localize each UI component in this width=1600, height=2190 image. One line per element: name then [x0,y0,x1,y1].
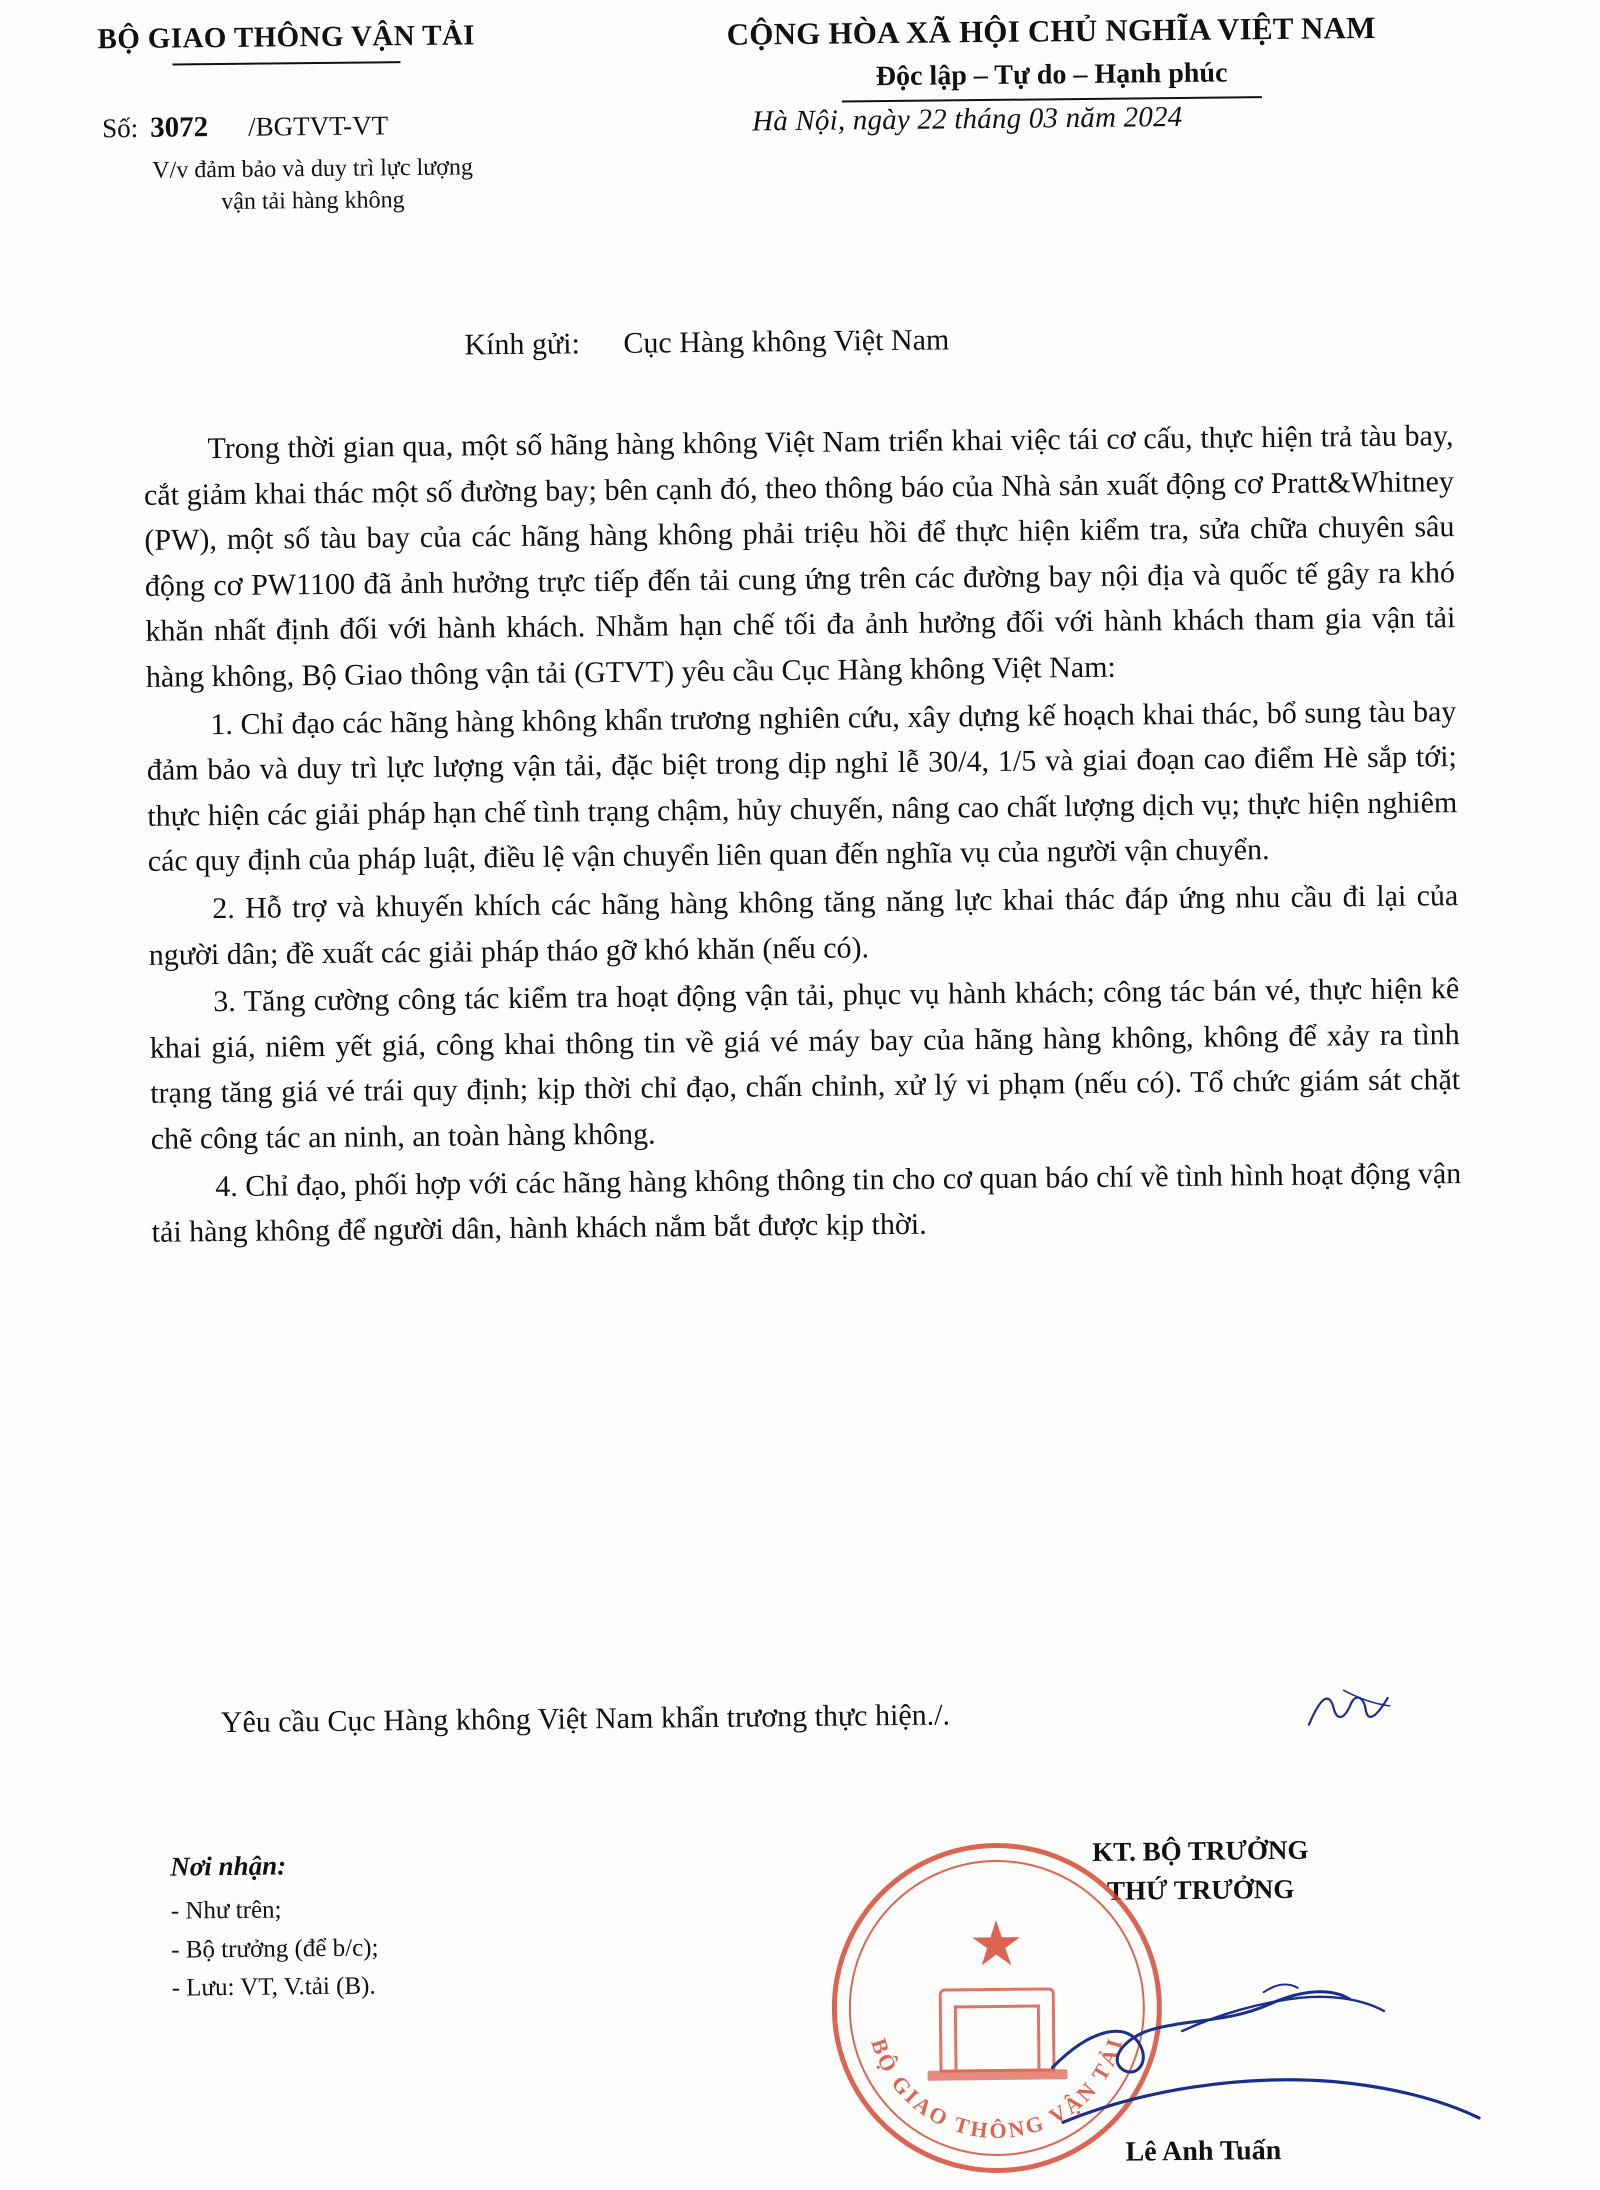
recipient-label: Kính gửi: [464,327,581,362]
body-paragraph: Trong thời gian qua, một số hãng hàng không Việt Nam triển khai việc tái cơ cấu, thực hiện trả tàu bay, cắt giảm khai thác một số đường bay; bên cạnh đó, theo thông báo của Nhà sản xuất động cơ Pratt&Whitney (PW), một số tàu bay của các hãng hàng không phải triệu hồi để thực hiện kiểm tra, sửa chữa chuyên sâu động cơ PW1100 đã ảnh hưởng trực tiếp đến tải cung ứng trên các đường bay nội địa và quốc tế gây ra khó khăn nhất định đối với hành khách. Nhằm hạn chế tối đa ảnh hưởng đối với hành khách tham gia vận tải hàng không, Bộ Giao thông vận tải (GTVT) yêu cầu Cục Hàng không Việt Nam: [143,419,1456,694]
stamp-outer-text: BỘ GIAO THÔNG VẬN TẢI [866,2033,1129,2144]
signature-title-line-1: KT. BỘ TRƯỞNG [1091,1834,1309,1867]
national-heading-block [551,8,1552,105]
signer-name: Lê Anh Tuấn [1125,2135,1282,2168]
closing-line: Yêu cầu Cục Hàng không Việt Nam khẩn trương thực hiện./. [220,1698,951,1740]
document-number: 3072 [149,111,209,144]
handwritten-signature [1031,1968,1493,2153]
ministry-name: BỘ GIAO THÔNG VẬN TẢI [97,19,476,56]
document-body [143,413,1462,1257]
recipients-block [170,1844,379,2008]
ministry-block [0,19,552,112]
document-code: /BGTVT-VT [247,110,389,142]
subject-line-2: vận tải hàng không [221,187,405,216]
document-number-line [102,106,662,145]
place-and-date: Hà Nội, ngày 22 tháng 03 năm 2024 [751,100,1183,138]
star-icon: ★ [968,1910,1025,1980]
recipient-item: - Như trên; [170,1896,282,1925]
recipient-name: Cục Hàng không Việt Nam [623,323,950,360]
body-paragraph: 1. Chỉ đạo các hãng hàng không khẩn trương nghiên cứu, xây dựng kế hoạch khai thác, bổ sung tàu bay đảm bảo và duy trì lực lượng vận tải, đặc biệt trong dịp nghỉ lễ 30/4, 1/5 và giai đoạn cao điểm Hè sắp tới; thực hiện các giải pháp hạn chế tình trạng chậm, hủy chuyến, nâng cao chất lượng dịch vụ; thực hiện nghiêm các quy định của pháp luật, điều lệ vận chuyển liên quan đến nghĩa vụ của người vận chuyển. [146,694,1458,879]
recipient-item: - Lưu: VT, V.tải (B). [171,1972,376,2002]
recipients-title: Nơi nhận: [170,1850,287,1882]
subject-line-1: V/v đảm bảo và duy trì lực lượng [152,154,474,184]
body-paragraph: 3. Tăng cường công tác kiểm tra hoạt động vận tải, phục vụ hành khách; công tác bán vé, thực hiện kê khai giá, niêm yết giá, công khai thông tin về giá vé máy bay của hãng hàng không, không để xảy ra tình trạng tăng giá vé trái quy định; kịp thời chỉ đạo, chấn chỉnh, xử lý vi phạm (nếu có). Tổ chức giám sát chặt chẽ công tác an ninh, an toàn hàng không. [149,972,1461,1156]
recipient-line [464,323,949,362]
ministry-underline [172,61,400,65]
body-paragraph: 4. Chỉ đạo, phối hợp với các hãng hàng không thông tin cho cơ quan báo chí về tình hình hoạt động vận tải hàng không để người dân, hành khách nắm bắt được kịp thời. [151,1156,1462,1249]
body-paragraph: 2. Hỗ trợ và khuyến khích các hãng hàng không tăng năng lực khai thác đáp ứng nhu cầu đi lại của người dân; đề xuất các giải pháp tháo gỡ khó khăn (nếu có). [148,879,1459,972]
subject-block [52,150,573,220]
document-header [0,8,1592,112]
country-name: CỘNG HÒA XÃ HỘI CHỦ NGHĨA VIỆT NAM [726,9,1376,52]
national-motto: Độc lập – Tự do – Hạnh phúc [875,57,1228,93]
number-label: Số: [101,112,139,144]
signature-title-line-2: THỨ TRƯỞNG [1106,1874,1295,1906]
recipient-item: - Bộ trưởng (để b/c); [171,1934,379,1964]
initial-signature [1303,1684,1394,1735]
